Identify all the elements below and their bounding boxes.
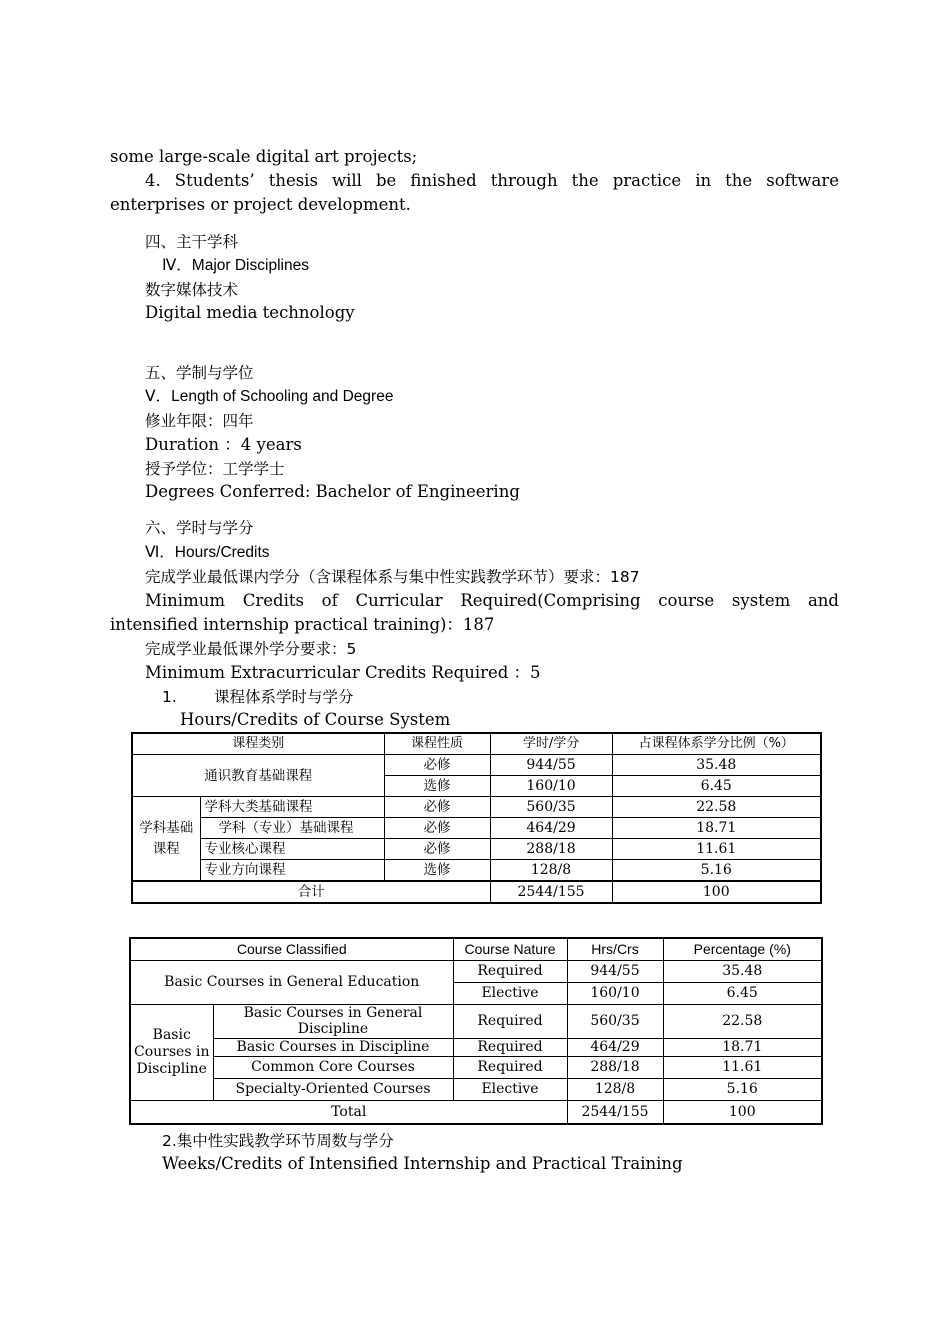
cell-percentage: 35.48 xyxy=(663,960,822,982)
table-row xyxy=(130,1038,822,1056)
total-label: Total xyxy=(130,1100,567,1124)
table-row xyxy=(132,860,821,882)
cell-hours: 464/29 xyxy=(490,818,612,839)
cell-hours: 160/10 xyxy=(490,776,612,797)
cell-percentage: 11.61 xyxy=(612,839,821,860)
cell-percentage: 5.16 xyxy=(663,1078,822,1100)
cell-percentage: 5.16 xyxy=(612,860,821,882)
section4-content-en: Digital media technology xyxy=(145,303,355,322)
header-category: 课程类别 xyxy=(132,733,384,755)
cell-course-name: Common Core Courses xyxy=(213,1056,453,1078)
cell-percentage: 6.45 xyxy=(663,982,822,1004)
duration-en: Duration ：4 years xyxy=(145,435,302,454)
total-percentage: 100 xyxy=(612,881,821,903)
cell-nature: 选修 xyxy=(384,776,490,797)
header-percentage: 占课程体系学分比例（%） xyxy=(612,733,821,755)
table-row xyxy=(130,1078,822,1100)
cell-course-name: Basic Courses in Discipline xyxy=(213,1038,453,1056)
group-discipline-basic: 学科基础课程 xyxy=(132,797,200,882)
group-general-education: 通识教育基础课程 xyxy=(132,755,384,797)
subsection1-number: 1. xyxy=(162,688,177,706)
cell-nature: Required xyxy=(453,1056,567,1078)
cell-hours: 288/18 xyxy=(567,1056,663,1078)
table-row xyxy=(132,755,821,776)
cell-nature: 必修 xyxy=(384,755,490,776)
table-row xyxy=(132,797,821,818)
cell-hours: 464/29 xyxy=(567,1038,663,1056)
cell-hours: 288/18 xyxy=(490,839,612,860)
subsection2-title-en: Weeks/Credits of Intensified Internship and Practical Training xyxy=(162,1154,683,1173)
cell-course-name: 学科（专业）基础课程 xyxy=(200,818,384,839)
cell-hours: 160/10 xyxy=(567,982,663,1004)
cell-nature: 必修 xyxy=(384,797,490,818)
table-total-row xyxy=(132,881,821,903)
course-hours-table-en xyxy=(129,937,823,1125)
group-discipline-basic: Basic Courses in Discipline xyxy=(130,1004,213,1100)
cell-nature: Required xyxy=(453,1004,567,1038)
cell-course-name: 专业核心课程 xyxy=(200,839,384,860)
degree-en: Degrees Conferred: Bachelor of Engineering xyxy=(145,482,520,501)
cell-percentage: 11.61 xyxy=(663,1056,822,1078)
subsection1-title-cn: 课程体系学时与学分 xyxy=(214,688,354,706)
cell-hours: 944/55 xyxy=(490,755,612,776)
table-header-row xyxy=(132,733,821,755)
cell-nature: 必修 xyxy=(384,839,490,860)
cell-nature: 选修 xyxy=(384,860,490,882)
cell-course-name: Specialty-Oriented Courses xyxy=(213,1078,453,1100)
degree-cn: 授予学位：工学学士 xyxy=(145,460,285,478)
cell-hours: 128/8 xyxy=(567,1078,663,1100)
header-nature: Course Nature xyxy=(453,938,567,960)
extra-credits-en: Minimum Extracurricular Credits Required ：5 xyxy=(145,663,541,682)
total-label: 合计 xyxy=(132,881,490,903)
table-row xyxy=(130,1056,822,1078)
cell-hours: 128/8 xyxy=(490,860,612,882)
cell-percentage: 6.45 xyxy=(612,776,821,797)
min-credits-en: Minimum Credits of Curricular Required(Comprising course system and intensified internship practical training)：187 xyxy=(110,591,839,634)
section4-heading-en: Ⅳ．Major Disciplines xyxy=(162,257,309,274)
cell-nature: Required xyxy=(453,960,567,982)
table-row xyxy=(132,839,821,860)
cell-course-name: 专业方向课程 xyxy=(200,860,384,882)
course-hours-table-cn xyxy=(131,732,822,904)
header-percentage: Percentage (%) xyxy=(663,938,822,960)
extra-credits-cn: 完成学业最低课外学分要求：5 xyxy=(145,640,357,658)
subsection1-title-en: Hours/Credits of Course System xyxy=(180,710,451,729)
header-nature: 课程性质 xyxy=(384,733,490,755)
cell-nature: Elective xyxy=(453,982,567,1004)
section6-heading-cn: 六、学时与学分 xyxy=(145,519,254,537)
section5-heading-en: Ⅴ．Length of Schooling and Degree xyxy=(145,388,394,405)
section5-heading-cn: 五、学制与学位 xyxy=(145,364,254,382)
cell-course-name: Basic Courses in General Discipline xyxy=(213,1004,453,1038)
cell-percentage: 22.58 xyxy=(612,797,821,818)
cell-percentage: 35.48 xyxy=(612,755,821,776)
min-credits-cn: 完成学业最低课内学分（含课程体系与集中性实践教学环节）要求：187 xyxy=(145,568,640,586)
table-row xyxy=(130,1004,822,1038)
cell-nature: 必修 xyxy=(384,818,490,839)
subsection2-title-cn: 2.集中性实践教学环节周数与学分 xyxy=(162,1132,394,1150)
cell-percentage: 18.71 xyxy=(612,818,821,839)
header-hours: 学时/学分 xyxy=(490,733,612,755)
section6-heading-en: Ⅵ．Hours/Credits xyxy=(145,544,270,561)
cell-percentage: 22.58 xyxy=(663,1004,822,1038)
group-general-education: Basic Courses in General Education xyxy=(130,960,453,1004)
duration-cn: 修业年限：四年 xyxy=(145,412,254,430)
section4-content-cn: 数字媒体技术 xyxy=(145,281,239,299)
header-hours: Hrs/Crs xyxy=(567,938,663,960)
header-category: Course Classified xyxy=(130,938,453,960)
table-total-row xyxy=(130,1100,822,1124)
total-percentage: 100 xyxy=(663,1100,822,1124)
total-hours: 2544/155 xyxy=(567,1100,663,1124)
cell-hours: 944/55 xyxy=(567,960,663,982)
cell-hours: 560/35 xyxy=(490,797,612,818)
table-row xyxy=(130,960,822,982)
table-row xyxy=(132,818,821,839)
section4-heading-cn: 四、主干学科 xyxy=(145,233,239,251)
cell-nature: Required xyxy=(453,1038,567,1056)
cell-hours: 560/35 xyxy=(567,1004,663,1038)
cell-percentage: 18.71 xyxy=(663,1038,822,1056)
cell-course-name: 学科大类基础课程 xyxy=(200,797,384,818)
total-hours: 2544/155 xyxy=(490,881,612,903)
intro-paragraph-4: 4. Students’ thesis will be finished through the practice in the software enterprises or project development. xyxy=(110,171,839,214)
table-header-row xyxy=(130,938,822,960)
intro-line: some large-scale digital art projects; xyxy=(110,147,418,166)
cell-nature: Elective xyxy=(453,1078,567,1100)
